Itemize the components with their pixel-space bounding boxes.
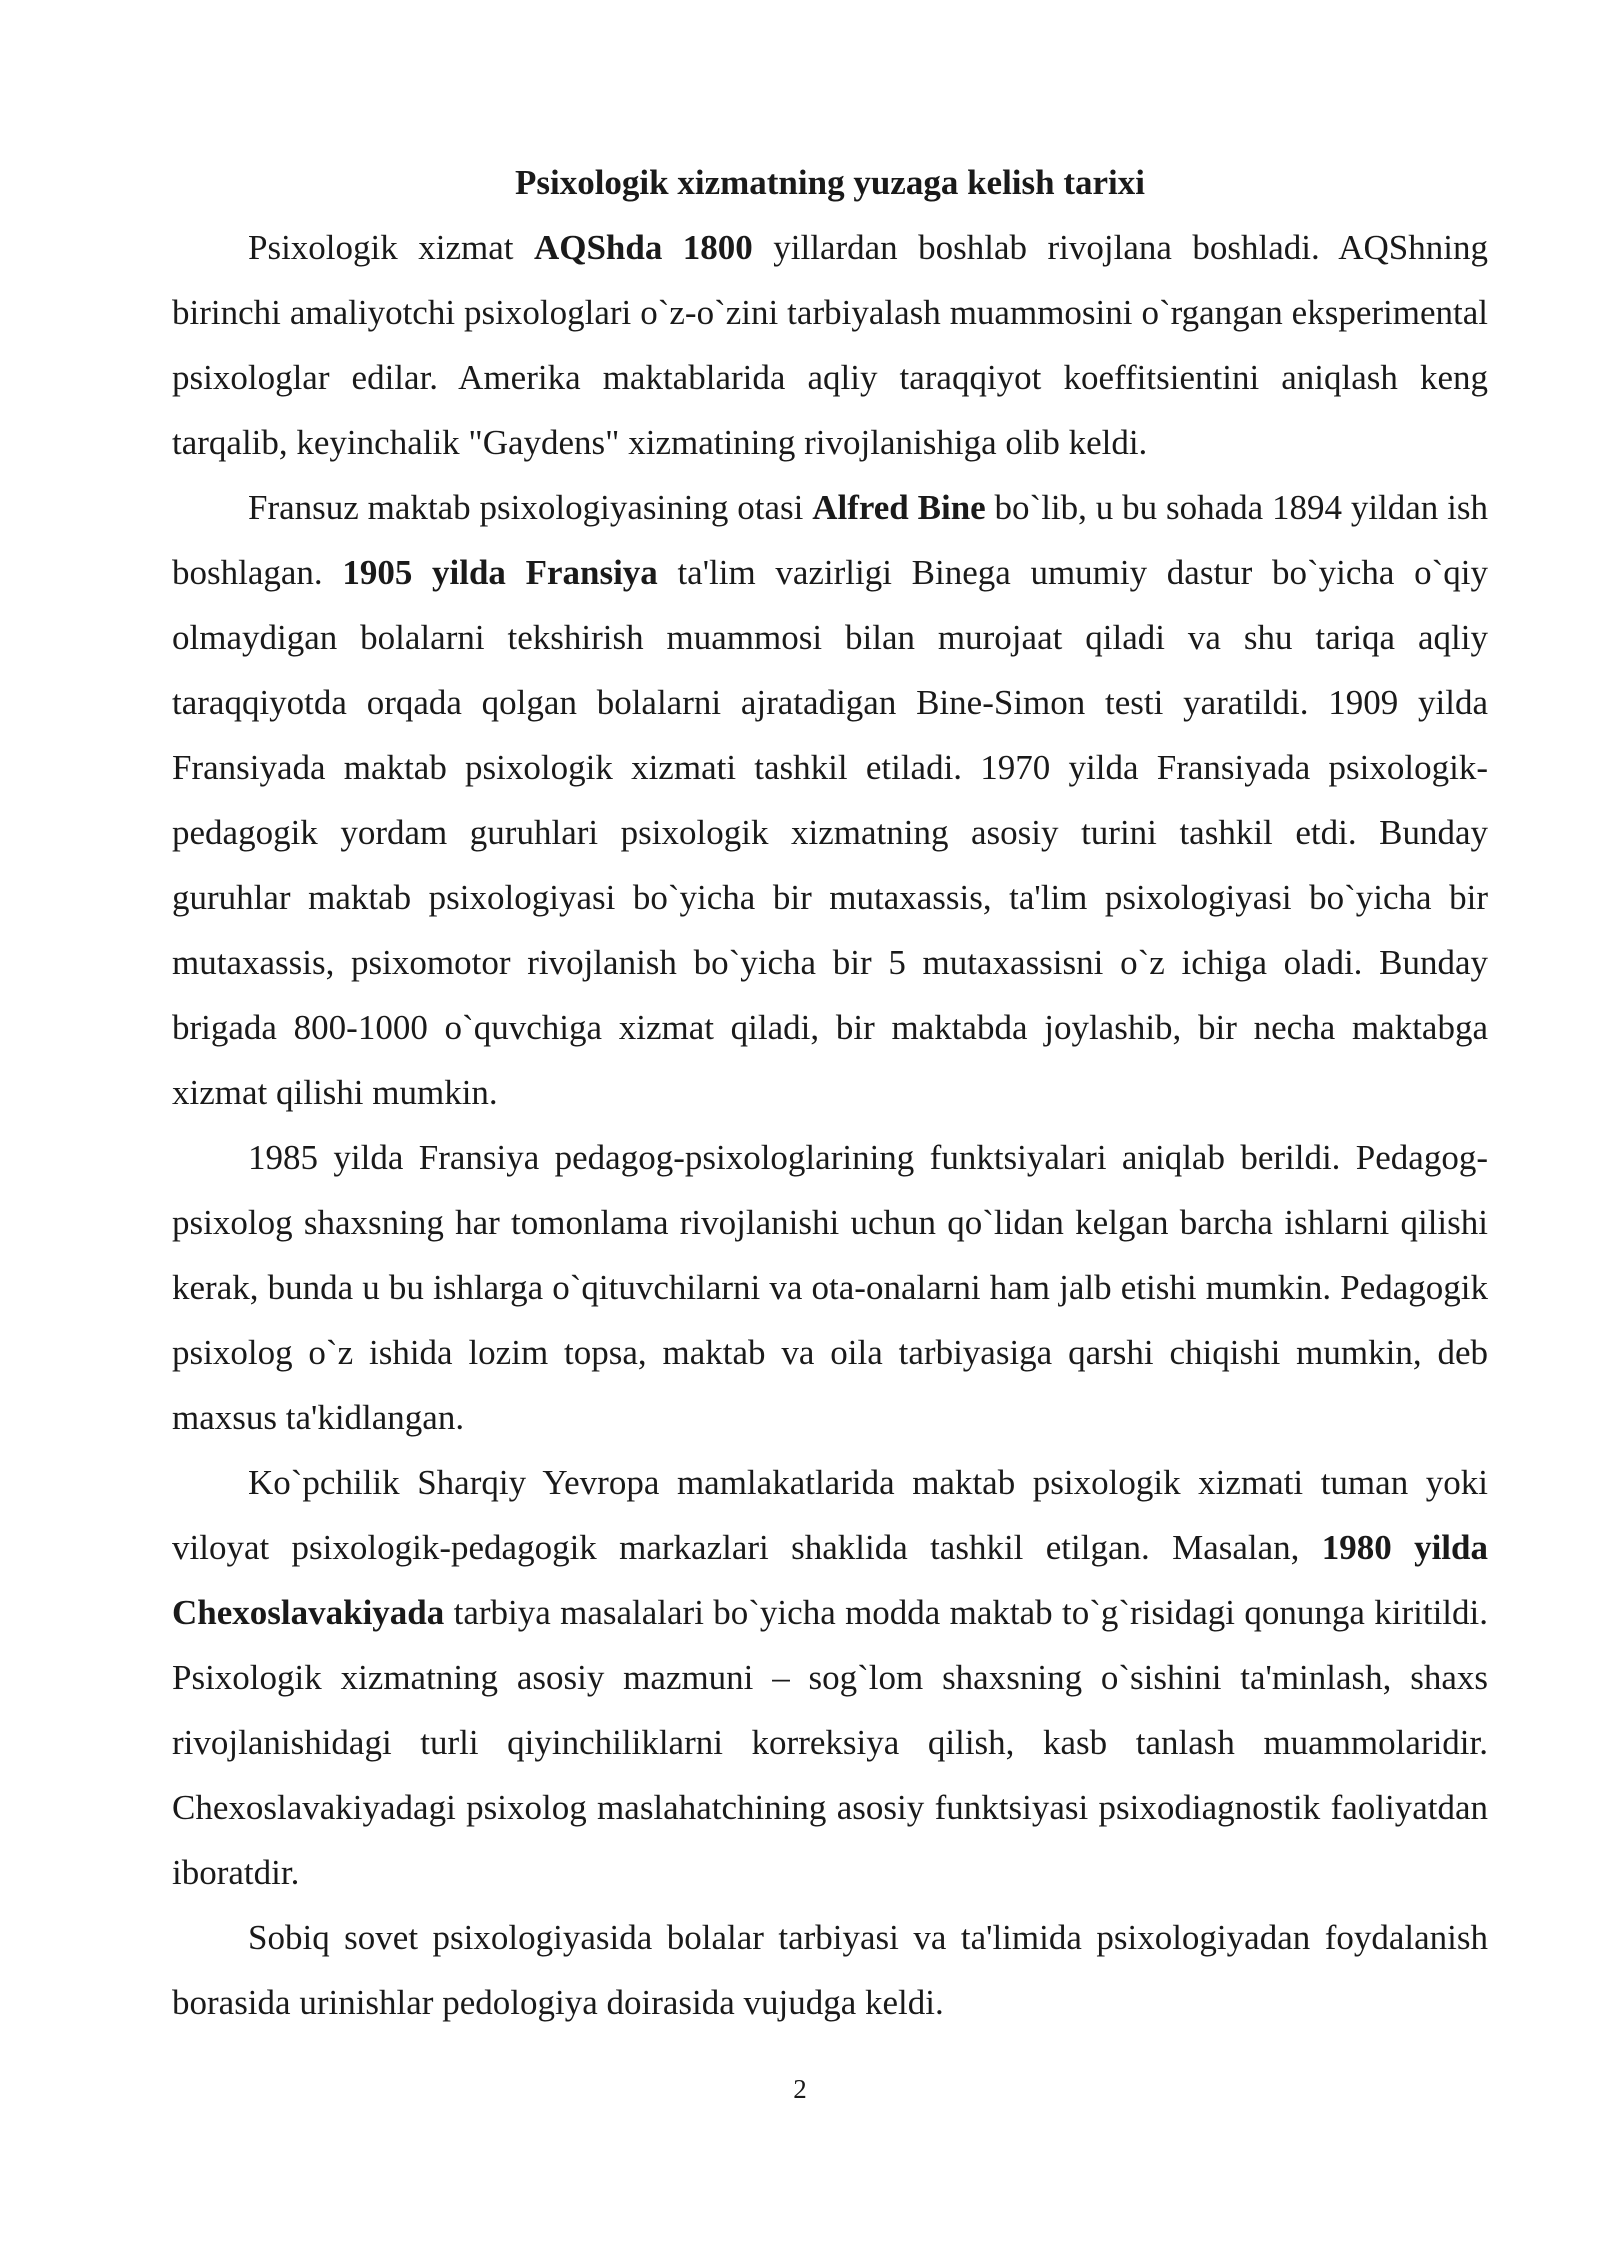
text-run: Ko`pchilik Sharqiy Yevropa mamlakatlarida maktab psixologik xizmati tuman yoki viloyat psixologik-pedagogik markazlari shaklida tashkil etilgan. Masalan, (172, 1463, 1488, 1567)
text-run: Psixologik xizmat (248, 228, 534, 267)
text-run: tarbiya masalalari bo`yicha modda maktab to`g`risidagi qonunga kiritildi. Psixologik xizmatning asosiy mazmuni – sog`lom shaxsning o`sishini ta'minlash, shaxs rivojlanishidagi turli qiyinchiliklarni korreksiya qilish, kasb tanlash muammolaridir. Chexoslavakiyadagi psixolog maslahatchining asosiy funktsiyasi psixodiagnostik faoliyatdan iboratdir. (172, 1593, 1488, 1892)
paragraph-4 (172, 1450, 1488, 1905)
text-run: 1985 yilda Fransiya pedagog-psixologlarining funktsiyalari aniqlab berildi. Pedagog-psixolog shaxsning har tomonlama rivojlanishi uchun qo`lidan kelgan barcha ishlarni qilishi kerak, bunda u bu ishlarga o`qituvchilarni va ota-onalarni ham jalb etishi mumkin. Pedagogik psixolog o`z ishida lozim topsa, maktab va oila tarbiyasiga qarshi chiqishi mumkin, deb maxsus ta'kidlangan. (172, 1138, 1488, 1437)
paragraph-5 (172, 1905, 1488, 2035)
bold-text-run: AQShda 1800 (533, 228, 753, 267)
bold-text-run: 1905 yilda Fransiya (342, 553, 658, 592)
paragraph-3 (172, 1125, 1488, 1450)
paragraph-1 (172, 215, 1488, 475)
text-run: bo`lib, u bu sohada 1894 yildan ish boshlagan. (172, 488, 1488, 592)
document-page (172, 150, 1488, 2035)
text-run: Sobiq sovet psixologiyasida bolalar tarbiyasi va ta'limida psixologiyadan foydalanish borasida urinishlar pedologiya doirasida vujudga keldi. (172, 1918, 1488, 2022)
bold-text-run: 1980 yilda Chexoslavakiyada (172, 1528, 1488, 1632)
page-title: Psixologik xizmatning yuzaga kelish tarixi (514, 163, 1146, 202)
text-run: Fransuz maktab psixologiyasining otasi (248, 488, 813, 527)
text-run: yillardan boshlab rivojlana boshladi. AQShning birinchi amaliyotchi psixologlari o`z-o`zini tarbiyalash muammosini o`rgangan eksperimental psixologlar edilar. Amerika maktablarida aqliy taraqqiyot koeffitsientini aniqlash keng tarqalib, keyinchalik "Gaydens" xizmatining rivojlanishiga olib keldi. (172, 228, 1488, 462)
paragraph-2 (172, 475, 1488, 1125)
text-run: ta'lim vazirligi Binega umumiy dastur bo`yicha o`qiy olmaydigan bolalarni tekshirish muammosi bilan murojaat qiladi va shu tariqa aqliy taraqqiyotda orqada qolgan bolalarni ajratadigan Bine-Simon testi yaratildi. 1909 yilda Fransiyada maktab psixologik xizmati tashkil etiladi. 1970 yilda Fransiyada psixologik-pedagogik yordam guruhlari psixologik xizmatning asosiy turini tashkil etdi. Bunday guruhlar maktab psixologiyasi bo`yicha bir mutaxassis, ta'lim psixologiyasi bo`yicha bir mutaxassis, psixomotor rivojlanish bo`yicha bir 5 mutaxassisni o`z ichiga oladi. Bunday brigada 800-1000 o`quvchiga xizmat qiladi, bir maktabda joylashib, bir necha maktabga xizmat qilishi mumkin. (172, 553, 1488, 1112)
page-number: 2 (793, 2074, 807, 2104)
bold-text-run: Alfred Bine (812, 488, 986, 527)
